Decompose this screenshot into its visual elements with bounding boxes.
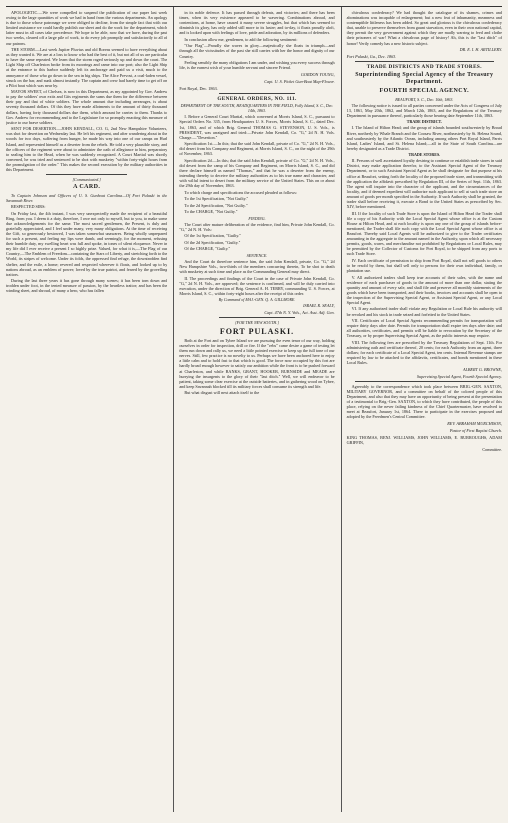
orders-spec-2: Specification 2d.—In this; that the said John Kendall, private of Co. "G," 2d N. H. Vols., did desert from the camp of his Company and Regiment, on Morris Island, S. C., and did there declare himself as named "Thomas," and that he was a deserter from the enemy, intending thereby to deceive the military authorities as to his true name and character, and with wilful intent to desert from the military service of the United States. This on or about the 29th day of November, 1863. (179, 157, 335, 189)
trade-districts-heading: TRADE DISTRICTS AND TRADE STORES. (366, 64, 482, 71)
card-heading: A CARD. (73, 184, 101, 191)
orders-signature-name: ISRAEL R. SEALY, (303, 303, 335, 309)
trade-signature-title: Supervising Special Agent, Fourth Special Agency. (416, 373, 502, 379)
orders-para-1: I. Before a General Court Martial, which convened at Morris Island, S. C., pursuant to Special Orders No. 335, from Headquarters U. S. Forces, Morris Island, S. C., dated Dec. 1st, 1863, and of which Brig. General THOMAS G. STEVENSON, U. S. Vols., is PRESIDENT, was arraigned and tried:—Private John Kendall, Co. "G," 2d N. H. Vols. Charge.—"Desertion." (179, 114, 335, 140)
general-orders-heading: GENERAL ORDERS, NO. 111. (217, 95, 297, 102)
column-2 (173, 7, 334, 812)
fort-pulaski-heading: FORT PULASKI. (219, 327, 295, 337)
plea-2: To the 2d Specification, "Not Guilty." (184, 202, 248, 208)
plea-1: To the 1st Specification, "Not Guilty." (184, 196, 249, 202)
trade-dateline: BEAUFORT, S. C., Dec. 10th, 1863. (395, 96, 454, 102)
saxton-notice: Agreeably to the correspondence which took place between BRIG.-GEN. SAXTON, MILITARY GOVERNOR, and a committee on behalf of the colored people of this Department, and also that they may have an opportunity of being present at the presentation of a testimonial to Brig.-Gen. SAXTON, to which they have contributed, the people of this place, relying on the never failing kindness of the Chief Quartermaster, have resolved to meet at Beaufort, January 1st, 1864. There to participate in the exercises proposed and adopted by the Freedmen's Central Committee. (346, 383, 502, 420)
orders-signature-title: Capt. 47th N. Y. Vols., Act. Asst. Adj. Gen. (264, 310, 335, 316)
card-sentiment: "Our Flag"—Proudly she waves in glory—majestically she floats in triumph—and through all the vicissitudes of the past she still carries with her the honor and dignity of our Country. (179, 43, 335, 59)
by-command: By Command of MAJ.-GEN. Q. A. GILLMORE. (218, 297, 296, 303)
mayor-sweet-paragraph: MAYOR SWEET, of Chelsea, is now in this Department, as my appointed by Gov. Andrew to pay the soldiers' own exits and Gits regiments the sums due them for the difference between their pay and that of white soldiers. The whole amount due including arrearages, is about seventy thousand dollars. Of this they have made allotments to the amount of thirty thousand dollars, having forty thousand dollars due them, which amount he carries to them. Thanks to Gov. Andrew for recommending and to the Legislature for so promptly enacting this measure of justice to our brave soldiers. (6, 89, 168, 125)
finding-1: Of the 1st Specification, "Guilty." (184, 233, 241, 239)
card-signature-title: Capt. U. S. Picket Gun-Boat Map-Flower. (264, 78, 335, 84)
finding-2: Of the 2d Specification, "Guilty." (184, 239, 241, 245)
desertion-paragraph: SENT FOR DESERTION.—JOHN KENDALL, CO. G, 2nd New Hampshire Volunteers, was shot for desertion on Wednesday last. He left his regiment, and after wandering about in the woods for two days, suffering from hunger, he made his way into one of our camps on Hurl Island, and represented himself as a deserter from the rebels. He told a very plausible story, and the officers of the regiment were about to administer the oath of allegiance to him, preparatory to sealing him to the Head, when he was suddenly recognized. A Court Martial was shortly convened, he was tried and sentenced to be shot with musketry "within forty-eight hours from the promulgation of the order." This makes the second execution by the military authorities in this Department. (6, 126, 168, 172)
pastor-signature-title: Pastor of First Baptist Church. (449, 427, 502, 433)
trade-para-6: VI. If any authorized trader shall violate any Regulation or Local Rule his authority will be revoked and his stock in trade seized and forfeited to the United States. (346, 306, 502, 317)
trade-para-4: IV. Each certificate of permission to ship from Port Royal, shall not sell goods to others to be resold by them, but shall sell only to persons for their own individual, family, or plantation use. (346, 257, 502, 274)
plea-3: To the CHARGE, "Not Guilty." (184, 209, 238, 215)
sentence-heading: SENTENCE. (246, 252, 268, 258)
trade-signature-name: ALBERT G. BROWNE, (462, 366, 502, 372)
fort-pulaski-body: Both at the Fort and on Tybee Island we are pursuing the even tenor of our way, holding ourselves in order for inspection, drill or fire. If the "rebs" came desire a game of testing let them run down and rally us, we need a little pointed exercise to keep up the full tone of our nerves. Still, few practice is no novelty to us. Perhaps we have been anchored here to enjoy a little calm and to hold fast to that which is good. The force now occupied by this fort are hardly broad enough however to satisfy our ambition while the front is to be pushed forward at Charleston, and while BANKS, GRANT, HOOKER, BURNSIDE and MEADE are hurrying the insurgents to the glory of their "last ditch." Well, we will endeavor to be patient, taking some clear exercise at the outside batteries, and in gathering wood on Tybee, and keep Savannah blocked till its military forces shall consume its strength and life. (179, 337, 335, 389)
card-salutation: RESPECTED SIRS: (11, 204, 46, 210)
finding-3: Of the CHARGE, "Guilty." (184, 246, 231, 252)
card-body-1: On Friday last, the 4th instant, I was very unexpectedly made the recipient of a beautiful Ring, from you. I deem it a duty, therefore, I owe not only to myself, but to you, to make some due acknowledgements for the same. The most sacred gentlemen, the Present, is duly and gratefully appreciated, and I feel under many, very many obligations. At the time of receiving the Gift, so generously bestowed, I was taken somewhat unawares. Being wholly unprepared for such a present, and feeling my lips were dumb, and seemingly, for the moment, refusing their humble duty, my swelling heart was full and spoke, in tones of silent eloquence. Never in my life did I ever receive a present I so highly prize. Valued, for what it is,—The Flag of our Country,—The Emblem of Freedom—containing the Stars of Liberty, and stretching forth to the World, its stripes of welcome. Under its folds, the oppressed find refuge, the downtrodden find shelter, and the exile, a home; revered and respected wherever it floats, and looked up to by nations abroad, as an emblem of power; loved by the true patriot, and feared by the grovelling traitors. (6, 210, 168, 277)
card-place: Fort Royal, Dec. 1863. (179, 85, 218, 91)
trade-para-2: II. Persons of well ascertained loyalty desiring to continue or establish trade stores in said District, may make application therefor, to the Assistant Special Agent of the Treasury Department, or to such Assistant Special Agent as he shall designate for that purpose at his office at Beaufort, setting forth the locality of the proposed trade store, and transmitting with the application the affidavit prescribed by Regulation III, of the Series of Sept. 11th, 1863. The agent will inquire into the character of the applicant, and the circumstances of the locality, and if deemed expedient will authorize such applicant to sell at such trade store an amount of goods per month specified in the Authority. If such Authority shall be granted, the trader shall before receiving it, execute a Bond to the United States as prescribed by Sec. XIV, before mentioned. (346, 158, 502, 210)
trade-district-subhead: TRADE DISTRICT. (406, 119, 442, 125)
column-1 (6, 7, 167, 812)
sentence-paragraph: And the Court do therefore sentence him, the said John Kendall, private, Co. "G," 2d New Hampshire Vols., two-thirds of the members concurring therein, To be shot to death with musketry at such time and place as the Commanding General may direct. (179, 258, 335, 275)
trade-para-7: VII. Certificates of Local Special Agents recommending permits for transportation will require thirty days after date. Permits for transportation shall expire ten days after date; and all authorities, certificates, and permits will be liable to revocation by the Secretary of the Treasury, or by proper Supervising Special Agent, as the public interests may require. (346, 318, 502, 339)
orders-spec-1: Specification 1st.—In this; that the said John Kendall, private of Co. "G," 2d N. H. Vols., did desert from his Company and Regiment, at Morris Island, S. C., on the night of the 29th of November, 1863. (179, 141, 335, 157)
fort-pulaski-body-2: chivalrous confederacy? We had thought the catalogue of its shames, crimes and abominations was incapable of enlargement; but a new feat of inhumanity, meanness and contemptible littleness has been added. So great and glorious is the chivalrous confederacy that, unable to preserve themselves from gaunt starvation, even in their own national capital, they permit the very government against which they are madly warring to feed and clothe their prisoners of war! What a chivalrous page of history! Ah, this is the "last ditch" of honor! Verily comedy has a new historic subject. (346, 10, 502, 46)
card-body-4: In conclusion allow me, gentlemen, to add the following sentiment: (184, 36, 298, 42)
trade-para-1: I. The Island of Hilton Head; and the group of islands bounded southwesterly by Broad River, northerly by Whale Branch and the Coosaw River, northeasterly by St. Helena Sound, and southeasterly by the Atlantic Ocean, including among others Port Royal Island, Parris Island, Ladies' Island, and St. Helena Island;—all in the State of South Carolina—are hereby designated as a Trade District. (346, 125, 502, 151)
fourth-agency-heading: FOURTH SPECIAL AGENCY. (379, 88, 470, 95)
committee-members: KING THOMAS, BENJ. WILLIAMS, JOHN WILLIAMS, E. BURROUGHS, ADAM GRIFFIN, (346, 435, 502, 446)
card-body-2: During the last three years it has gone through many scenes; it has been torn down and trodden under foot, in the tented measure of passion, by the heartless traitor; and has been the winding sheet, and shroud, of many a hero, who has fallen (6, 278, 168, 294)
card-body-3: in its noble defence. It has passed through defeats, and victories; and there has been times, when its very existence appeared to be wavering. Combinations abroad, and contentions, at home, have caused it many severe struggles, but that which has seemed to diminish its glory, has only added still more to its lustre; and to-day, it floats proudly aloft, and is looked upon with feelings of love, pride and adoration, by its millions of defenders. (179, 10, 335, 36)
newspaper-page (6, 6, 502, 812)
column-3 (341, 7, 502, 812)
trade-stores-subhead: TRADE STORES. (408, 152, 441, 158)
trade-para-5: V. All authorized traders shall keep true accounts of their sales, with the name and residence of each purchaser of goods to the amount of more than one dollar, stating the quantity and amount of every sale, and shall file and preserve all monthly statements of the goods which have been transported, and their books, invoices and accounts shall be open to the inspection of the Supervising Special Agent, or Assistant Special Agent, or any Local Special Agent. (346, 274, 502, 305)
divider (46, 174, 127, 175)
treasury-heading: Superintending Special Agency of the Treasury Department. (355, 72, 494, 86)
artillery-signature: DR. E. I. H. ARTILLERY. (459, 47, 502, 53)
fort-pulaski-continued: But what disgust will next attach itself to the (184, 390, 260, 396)
finding-heading: FINDING. (248, 215, 266, 221)
card-addressee: To Captain Johnson and Officers of U. S. Gunboat Carolina—Of Fort Pulaski in the Savannah River. (6, 192, 168, 203)
orders-plea-intro: To which charge and specifications the accused pleaded as follows: (184, 189, 298, 195)
committee-label: Committee. (482, 446, 502, 452)
trade-para-8: VIII. The following fees are prescribed by the Treasury Regulations of Sept. 11th. For administering oath and certificate thereof, 20 cents; for each Authority from an agent, three dollars; for each certificate of a Local Special Agent, ten cents. Internal Revenue stamps are required by law to be attached to the affidavits, certificates, and bonds mentioned in these Local Rules. (346, 339, 502, 366)
divider (219, 317, 294, 318)
trade-para-3: III. If the locality of such Trade Store is upon the Island of Hilton Head the Trader shall file a copy of his Authority with the Local Special Agent whose office is at the Custom House at Hilton Head, and at each locality is upon any one of the group of islands before-mentioned, the Trader shall file such copy with the Local Special Agent whose office is at Beaufort. Thereby said Local Agents will be authorized to give to the Trader certificates amounting in the aggregate to the amount named in the Authority, upon which all necessary permits, goods, wares, and merchandise not prohibited by Regulations or Local Rules, may be permitted by the Collector of Customs for Port Royal, to be shipped from any ports to such Trade Store. (346, 210, 502, 257)
card-body-5: Feeling sensibly the many obligations I am under, and wishing you every success through life, is the earnest wish of your humble servant and sincere Friend. (179, 60, 335, 71)
divider (355, 381, 494, 382)
trade-notice-intro: The following notice is issued to all parties concerned under the Acts of Congress of July 13, 1861, May 20th, 1862, and March 12th, 1863, and the Regulations of the Treasury Department in pursuance thereof, particularly those bearing date September 11th, 1863. (346, 102, 502, 118)
finding-paragraph: The Court after mature deliberation of the evidence, find him, Private John Kendall, Co. "G," 2d N. H. Vols: (179, 221, 335, 232)
apologetic-paragraph: APOLOGETIC.—We were compelled to suspend the publication of our paper last week owing to the large quantities of work we had in hand from the various departments. An apology is due to those whose patronage we were obliged to decline, from the simple fact that with our limited assistance we could hardly publish our sheet and do the work for the department, which latter must in all cases take precedence. We hope to be able, now that we have, during the past two weeks, cleared off a large pile of work, to do every job promptly and satisfactorily to all of our patrons. (6, 10, 168, 46)
for-new-south-label: [FOR THE NEW SOUTH.] (235, 320, 279, 326)
divider (219, 93, 294, 94)
pastor-signature-name: REV. ABRAHAM MURCHISON, (447, 420, 502, 426)
artillery-place: Fort Pulaski, Ga., Dec. 1863. (346, 54, 397, 60)
card-signature-name: GORDON YOUNG, (300, 71, 335, 77)
divider (355, 61, 494, 62)
communicated-label: [Communicated.] (72, 177, 101, 183)
department-dateline: DEPARTMENT OF THE SOUTH, HEADQUARTERS IN THE FIELD, Folly Island, S. C., Dec. 14th, 1863. (180, 103, 334, 114)
storm-paragraph: THE STORM.—Last week Jupiter Pluvius and old Boreas seemed to have everything about as they wanted it. We are at a loss to know who had the best of it, but not all of us are particular to have the same repeated. We learn that the storm raged seriously up and down the coast. The Light Ship off Charleston broke from its moorings and came into our port; also the Light Ship at the entrance to this harbor suddenly left its anchorage and paid us a visit, much to the annoyance of those who go down to the sea in big ships. The Alice Prevost, a coal-laden vessel, struck on the bar, and sunk almost instantly. The captain and crew had barely time to get off on a Pilot boat which was near by. (6, 47, 168, 88)
orders-para-2: II. The proceedings and findings of the Court in the case of Private John Kendall, Co. "G," 2d N. H. Vols., are approved; the sentence is confirmed, and will be duly carried into execution, under the direction of Brig. General A. H. TERRY, commanding U. S. Forces, at Morris Island, S. C., within forty-eight hours after the receipt of this order. (179, 275, 335, 296)
